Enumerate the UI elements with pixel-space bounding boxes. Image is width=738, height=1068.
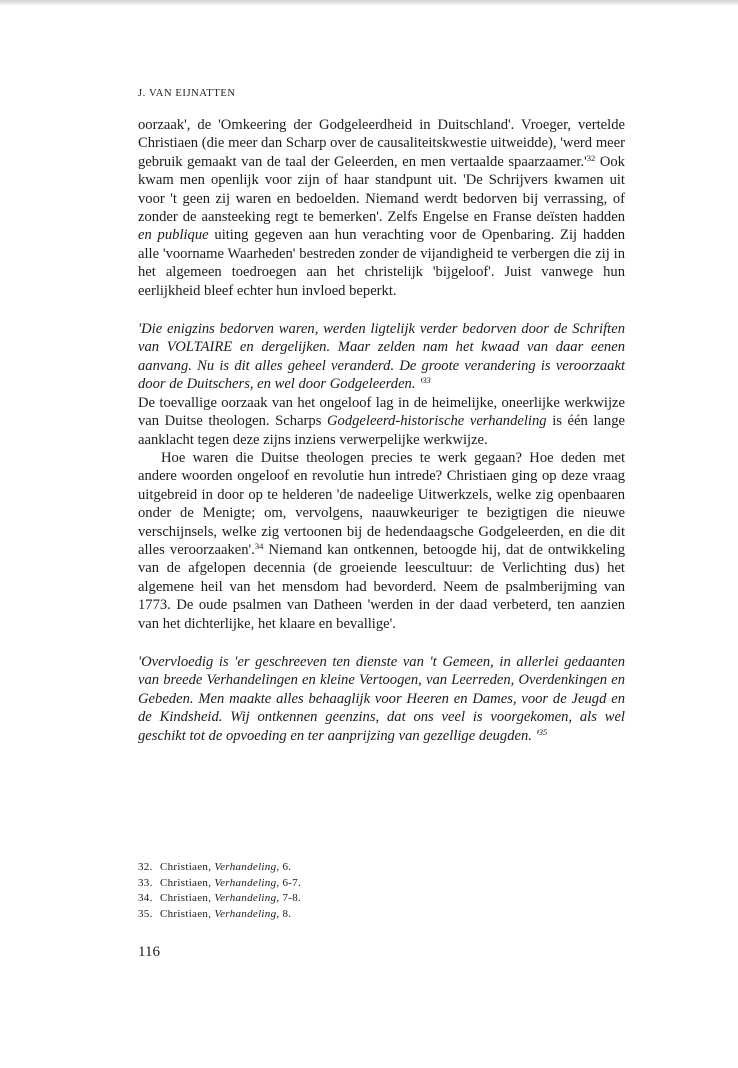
footnote-author: Christiaen, (160, 892, 215, 905)
footnote-title: Verhandeling (214, 876, 277, 889)
paragraph-text: Hoe waren die Duitse theologen precies te werk gegaan? Hoe deden met andere woorden ongeloof en revolutie hun intrede? Christiaen ging op deze vraag uitgebreid in door op te helderen 'de nadeelige Uitwerkzels, welke zig openbaaren onder de Menigte; om, vervolgens, naauwkeuriger te bezigtigen die nieuwe verschijnsels, welke zig vertoonen bij de hedendaagsche Godgeleerden, en die dit alles veroorzaaken'. (138, 449, 625, 558)
paragraph-text: uiting gegeven aan hun verachting voor de Openbaring. Zij hadden alle 'voorname Waarheden' bestreden zonder de vijandigheid te verbergen die zij in het algemeen toedroegen aan het christelijk 'bijgeloof'. Juist vanwege hun eerlijkheid bleef echter hun invloed beperkt. (138, 227, 625, 299)
footnote-pages: , 6. (276, 861, 292, 873)
footnote-title: Verhandeling (214, 907, 277, 920)
footnote-32 (138, 860, 625, 876)
footnote-number: 34. (138, 892, 153, 905)
footnote-number: 35. (138, 907, 153, 920)
footnote-ref-33[interactable]: 33 (422, 375, 431, 386)
footnote-author: Christiaen, (160, 861, 215, 873)
footnote-ref-34[interactable]: 34 (254, 540, 264, 551)
block-quote-2 (138, 653, 625, 745)
page-content (138, 0, 625, 1068)
footnote-pages: , 6-7. (276, 876, 302, 889)
paragraph-text: De toevallige oorzaak van het ongeloof lag in de heimelijke, oneerlijke werkwijze van Duitse theologen. Scharps (138, 394, 625, 430)
footnote-title: Verhandeling (214, 861, 277, 873)
paragraph-text: is één lange aanklacht tegen deze zijns inziens verwerpelijke werkwijze. (138, 413, 625, 448)
paragraph-2 (138, 394, 625, 449)
paragraph-3 (138, 449, 625, 633)
quote-text: 'Overvloedig is 'er geschreeven ten dienste van 't Gemeen, in allerlei gedaanten van breede Verhandelingen en kleine Vertoogen, van Leerreden, Overdenkingen en Gebeden. Men maakte alles behaaglijk voor Heeren en Dames, voor de Jeugd en de Kindsheid. Wij ontkennen geenzins, dat ons veel is voorgekomen, als wel geschikt tot de opvoeding en ter aanprijzing van gezellige deugden. ' (138, 653, 625, 744)
footnote-number: 33. (138, 876, 153, 889)
emphasis: en publique (138, 227, 209, 244)
paragraph-text: oorzaak', de 'Omkeering der Godgeleerdheid in Duitschland'. Vroeger, vertelde Christiaen (die meer dan Scharp over de causaliteitskwestie uitweidde), 'werd meer gebruik gemaakt van de taal der Geleerden, en men vertaalde spaarzaamer.' (138, 117, 625, 170)
emphasis: Godgeleerd-historische verhandeling (326, 413, 547, 430)
footnotes (138, 860, 625, 922)
quote-text: 'Die enigzins bedorven waren, werden ligtelijk verder bedorven door de Schriften van VOLTAIRE en dergelijken. Maar zelden nam het kwaad van daar eenen aanvang. Nu is dit alles geheel veranderd. De groote verandering is veroorzaakt door de Duitschers, en wel door Godgeleerden. ' (138, 321, 625, 393)
paragraph-1 (138, 116, 625, 300)
footnote-title: Verhandeling (214, 892, 277, 905)
block-quote-1 (138, 320, 625, 394)
page-number: 116 (138, 944, 160, 960)
footnote-pages: , 7-8. (276, 892, 302, 905)
footnote-34 (138, 891, 625, 907)
paragraph-text: Ook kwam men openlijk voor zijn of haar standpunt uit. 'De Schrijvers kwamen uit voor 't geen zij waren en bedoelden. Niemand werdt bedorven bij verrassing, of zonder de aansteeking regt te bemerken'. Zelfs Engelse en Franse deïsten hadden (138, 153, 625, 226)
footnote-35 (138, 907, 625, 923)
body-text (138, 116, 625, 745)
footnote-ref-32[interactable]: 32 (586, 152, 596, 163)
paragraph-text: Niemand kan ontkennen, betoogde hij, dat de ontwikkeling van de afgelopen decennia (de groeiende leescultuur: de Verlichting dus) het algemene heil van het mensdom had bevorderd. Neem de psalmberijming van 1773. De oude psalmen van Datheen 'werden in der daad verbeterd, ten aanzien van het dichterlijke, het klaare en bevallige'. (138, 541, 626, 632)
footnote-author: Christiaen, (160, 907, 215, 920)
footnote-author: Christiaen, (160, 876, 215, 889)
footnote-ref-35[interactable]: 35 (538, 726, 548, 737)
footnote-pages: , 8. (276, 907, 292, 920)
running-head: J. VAN EIJNATTEN (138, 88, 236, 99)
footnote-number: 32. (138, 861, 153, 873)
footnote-33 (138, 876, 625, 892)
